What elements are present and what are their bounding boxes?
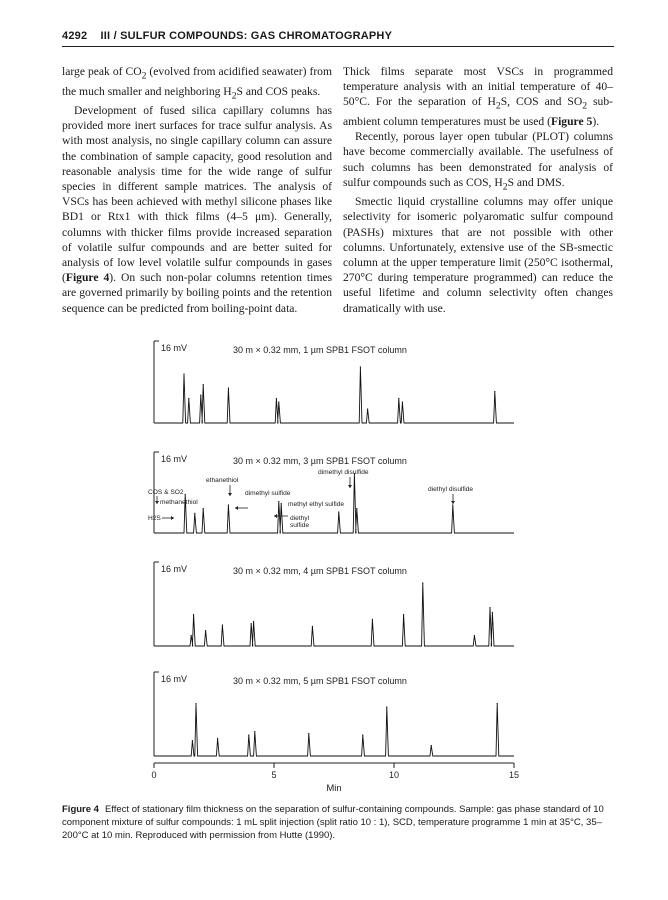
annotation-arrowhead <box>235 506 238 510</box>
label-cos-so2: COS & SO2 <box>148 489 184 496</box>
peak-apex <box>203 508 204 509</box>
peak-apex <box>192 740 193 741</box>
peak-apex <box>386 706 387 707</box>
peak-apex <box>254 731 255 732</box>
chromatogram-trace <box>154 704 514 757</box>
figure-5-reference[interactable]: Figure 5 <box>551 114 593 128</box>
peak-apex <box>278 401 279 402</box>
right-paragraph-1: Thick films separate most VSCs in programmed temperature analysis with an initial temperature of 40–50°C. For the separation of $H_2S$, COS and $SO_2$ sub-ambient column temperatures must be used (Figure 5). <box>343 65 614 128</box>
label-diethyl-sulfide-2: sulfide <box>290 522 310 529</box>
right-paragraph-2: Recently, porous layer open tubular (PLOT) columns have become commercially available. The usefulness of such columns has been demonstrated for analysis of sulfur compounds such as COS, $H_2S$ and DMS. <box>343 130 613 193</box>
x-tick-label: 10 <box>388 770 400 780</box>
right-paragraph-3: Smectic liquid crystalline columns may offer unique selectivity for isomeric polyaromatic sulfur compound (PASHs) mixtures that are not possible with other columns. Unfortunately, extensive use of the SB-smectic column at the upper temperature limit (250°C isothermal, 270°C during temperature programmed) can reduce the useful lifetime and column selectivity often changes dramatically with use. <box>343 195 613 315</box>
peak-apex <box>356 508 357 509</box>
right-column <box>343 64 613 316</box>
peak-apex <box>398 398 399 399</box>
annotation-arrowhead <box>274 514 277 518</box>
peak-apex <box>251 623 252 624</box>
caption-label: Figure 4 <box>62 804 99 815</box>
peak-apex <box>312 626 313 627</box>
peak-apex <box>194 513 195 514</box>
peak-apex <box>203 384 204 385</box>
peak-apex <box>492 612 493 613</box>
peak-apex <box>185 494 186 495</box>
page-number: 4292 <box>62 30 88 42</box>
label-diethyl-sulfide-1: diethyl <box>290 515 310 522</box>
peak-apex <box>281 503 282 504</box>
x-axis-label: Min <box>326 783 342 794</box>
caption-text: Effect of stationary film thickness on the separation of sulfur-containing compounds. Sample: gas phase standard of 10 component mixture of sulfur compounds: 1 mL split injection (split ratio 10 : 1), SCD, temperature programme 1 min at 35°C, 35–200°C at 10 min. Reproduced with permission from Hutte (1990). <box>62 804 604 841</box>
annotation-arrowhead <box>171 516 174 520</box>
peak-apex <box>200 394 201 395</box>
peak-apex <box>308 733 309 734</box>
panel-title: 30 m × 0.32 mm, 4 µm SPB1 FSOT column <box>233 566 407 576</box>
peak-apex <box>360 366 361 367</box>
peak-apex <box>183 373 184 374</box>
label-methyl-ethyl-sulfide: methyl ethyl sulfide <box>288 501 345 508</box>
peak-apex <box>452 504 453 505</box>
chromatogram-trace <box>154 583 514 646</box>
peak-apex <box>191 635 192 636</box>
panel-title: 30 m × 0.32 mm, 5 µm SPB1 FSOT column <box>233 676 407 686</box>
annotation-arrowhead <box>228 493 232 496</box>
label-h2s: H2S <box>148 515 161 522</box>
header-rule <box>62 46 614 47</box>
peak-apex <box>489 607 490 608</box>
peak-apex <box>228 387 229 388</box>
label-ethanethiol: ethanethiol <box>206 477 239 484</box>
peak-apex <box>188 398 189 399</box>
scale-label: 16 mV <box>161 454 188 464</box>
peak-apex <box>276 398 277 399</box>
peak-apex <box>422 582 423 583</box>
peak-apex <box>222 624 223 625</box>
peak-apex <box>217 738 218 739</box>
peak-apex <box>367 408 368 409</box>
annotation-arrowhead <box>451 501 455 504</box>
panel-title: 30 m × 0.32 mm, 3 µm SPB1 FSOT column <box>233 456 407 466</box>
label-dimethyl-disulfide: dimethyl disulfide <box>318 469 369 476</box>
peak-apex <box>372 619 373 620</box>
annotation-arrowhead <box>348 485 352 488</box>
peak-apex <box>205 630 206 631</box>
peak-apex <box>474 635 475 636</box>
scale-label: 16 mV <box>161 343 188 353</box>
peak-apex <box>494 391 495 392</box>
label-dimethyl-sulfide: dimethyl sulfide <box>245 490 291 497</box>
peak-apex <box>228 504 229 505</box>
peak-apex <box>253 621 254 622</box>
peak-apex <box>193 614 194 615</box>
figure-caption <box>62 803 614 842</box>
label-methanethiol: methanethiol <box>160 499 198 506</box>
peak-apex <box>195 703 196 704</box>
label-diethyl-disulfide: diethyl disulfide <box>428 486 474 493</box>
peak-apex <box>362 734 363 735</box>
peak-apex <box>497 703 498 704</box>
peak-apex <box>431 745 432 746</box>
peak-apex <box>338 511 339 512</box>
x-tick-label: 0 <box>151 770 157 780</box>
x-tick-label: 5 <box>271 770 277 780</box>
scale-label: 16 mV <box>161 564 188 574</box>
peak-apex <box>278 501 279 502</box>
scale-label: 16 mV <box>161 674 188 684</box>
chromatogram-figure <box>140 336 530 796</box>
running-header <box>62 30 612 42</box>
panel-title: 30 m × 0.32 mm, 1 µm SPB1 FSOT column <box>233 345 407 355</box>
chromatogram-trace <box>154 367 514 423</box>
peak-apex <box>248 734 249 735</box>
peak-apex <box>403 614 404 615</box>
left-paragraph-2: Development of fused silica capillary columns has provided more inert surfaces for trace sulfur analysis. As with most analysis, no single capillary column can assure the combination of sample capacity, good resolution and reasonable analysis time for the wide range of sulfur species in different sample matrices. The analysis of VSCs has been achieved with methyl silicone phases like BD1 or Rtx1 with thick films (4–5 μm). Generally, columns with thicker films provide increased separation of volatile sulfur compounds and are better suited for analysis of low level volatile sulfur compounds in gases (Figure 4). On such non-polar columns retention times are governed primarily by boiling points and the retention sequence can be predicted from boiling-point data. <box>62 104 332 315</box>
left-column <box>62 64 332 316</box>
running-title: III / SULFUR COMPOUNDS: GAS CHROMATOGRAPHY <box>100 30 393 42</box>
left-paragraph-1: large peak of $CO_2$ (evolved from acidified seawater) from the much smaller and neighboring $H_2S$ and COS peaks. <box>62 65 332 101</box>
annotation-arrowhead <box>155 501 159 504</box>
figure-4-reference[interactable]: Figure 4 <box>65 271 110 285</box>
peak-apex <box>402 401 403 402</box>
x-tick-label: 15 <box>508 770 520 780</box>
